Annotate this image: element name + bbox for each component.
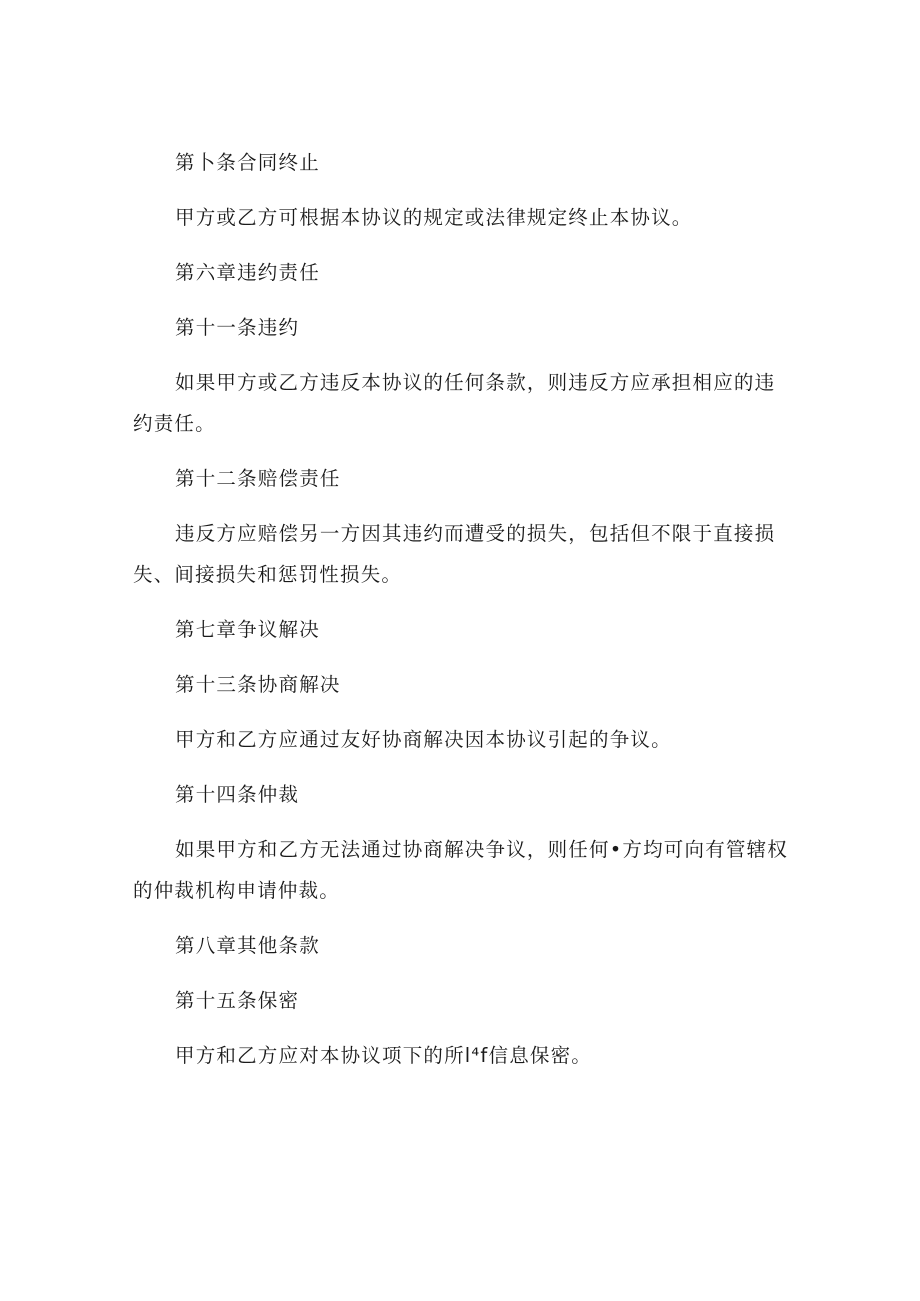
article-text: 违反方应赔偿另一方因其违约而遭受的损失，包括但不限于直接损失、间接损失和惩罚性损失。 [133,522,776,586]
article-heading: 第十一条违约 [175,316,300,339]
article-text: 甲方和乙方应通过友好协商解决因本协议引起的争议。 [175,728,672,751]
article-text: 如果甲方或乙方违反本协议的任何条款，则违反方应承担相应的违约责任。 [133,371,776,435]
article-heading: 第十五条保密 [175,989,300,1012]
chapter-heading: 第七章争议解决 [175,618,320,641]
document-body [133,142,793,1090]
article-text: 甲方或乙方可根据本协议的规定或法律规定终止本协议。 [175,206,693,229]
article-text: 如果甲方和乙方无法通过协商解决争议，则任何•方均可向有管辖权的仲裁机构申请仲裁。 [133,838,789,902]
article-text: 甲方和乙方应对本协议项下的所l⁴f信息保密。 [175,1044,593,1067]
chapter-heading: 第六章违约责任 [175,261,320,284]
chapter-heading: 第八章其他条款 [175,934,320,957]
article-heading: 第十二条赔偿责任 [175,467,341,490]
article-heading: 第十三条协商解决 [175,673,341,696]
article-heading: 第十四条仲裁 [175,783,300,806]
article-heading: 第卜条合同终止 [175,151,320,174]
